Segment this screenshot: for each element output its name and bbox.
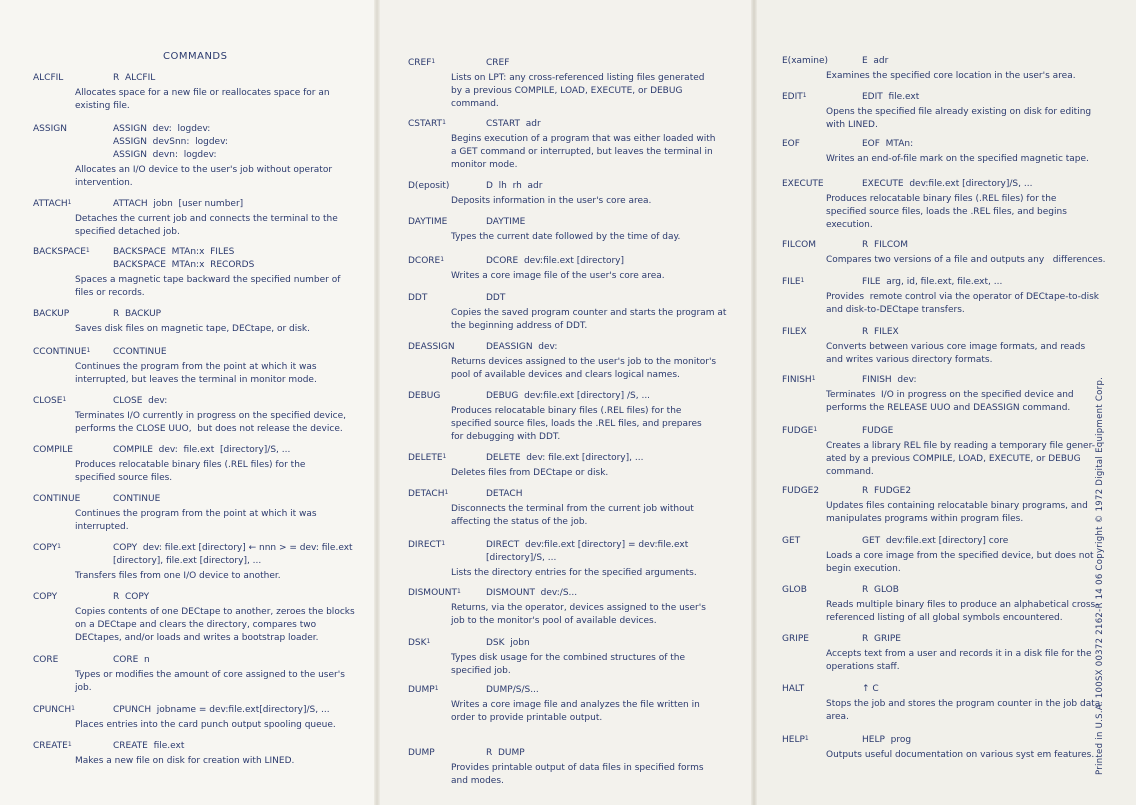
command-description: Converts between various core image formats, and reads and writes various directory formats. xyxy=(826,342,1086,365)
command-name: FUDGE2 xyxy=(782,486,820,496)
command-description: Writes a core image file of the user's core area. xyxy=(451,271,665,281)
footnote-marker: 1 xyxy=(800,277,805,284)
footnote-marker: 1 xyxy=(67,199,72,206)
footnote-marker: 1 xyxy=(57,543,61,550)
command-syntax: COPY dev: file.ext [directory] ← nnn > = dev: file.ext [directory], file.ext [directory], ... xyxy=(113,543,353,566)
command-description: Transfers files from one I/O device to another. xyxy=(75,571,281,581)
command-description: Produces relocatable binary files (.REL files) for the specified source files. xyxy=(75,460,306,483)
command-description: Produces relocatable binary files (.REL files) for the specified source files, loads the .REL files, and prepares for debugging with DDT. xyxy=(451,406,702,442)
command-name: EOF xyxy=(782,139,800,149)
command-syntax: R GLOB xyxy=(862,585,899,595)
footnote-marker: 1 xyxy=(71,705,75,712)
footnote-marker: 1 xyxy=(441,540,446,547)
command-syntax: E adr xyxy=(862,56,889,66)
command-name: ASSIGN xyxy=(33,124,67,134)
command-name: DEASSIGN xyxy=(408,342,455,352)
command-syntax: DSK jobn xyxy=(486,638,530,648)
command-description: Detaches the current job and connects the terminal to the specified detached job. xyxy=(75,214,338,237)
command-description: Reads multiple binary files to produce an alphabetical cross- referenced listing of all global symbols encountered. xyxy=(826,600,1099,623)
command-description: Begins execution of a program that was either loaded with a GET command or interrupted, but leaves the terminal in monitor mode. xyxy=(451,134,716,170)
command-name: E(xamine) xyxy=(782,56,829,66)
command-syntax: DISMOUNT dev:/S... xyxy=(486,588,578,598)
command-description: Writes an end-of-file mark on the specified magnetic tape. xyxy=(826,154,1089,164)
footnote-marker: 1 xyxy=(440,256,445,263)
command-syntax: DUMP/S/S... xyxy=(486,685,539,695)
command-name: DEBUG xyxy=(408,391,441,401)
command-description: Disconnects the terminal from the current job without affecting the status of the job. xyxy=(451,504,694,527)
footnote-marker: 1 xyxy=(442,119,446,126)
command-description: Deletes files from DECtape or disk. xyxy=(451,468,609,478)
footnote-marker: 1 xyxy=(67,741,72,748)
command-syntax: DCORE dev:file.ext [directory] xyxy=(486,256,625,266)
footnote-marker: 1 xyxy=(431,58,436,65)
command-syntax: FUDGE xyxy=(862,426,894,436)
commands-heading: COMMANDS xyxy=(163,51,228,62)
command-description: Continues the program from the point at which it was interrupted, but leaves the terminal in monitor mode. xyxy=(75,362,317,385)
command-description: Returns devices assigned to the user's job to the monitor's pool of available devices and clears logical names. xyxy=(451,357,717,380)
command-syntax: DAYTIME xyxy=(486,217,526,227)
command-syntax: DETACH xyxy=(486,489,523,499)
footnote-marker: 1 xyxy=(456,588,461,595)
command-description: Places entries into the card punch output spooling queue. xyxy=(75,720,336,730)
command-name: CREATE$^1$ xyxy=(33,741,72,751)
command-syntax: FILE arg, id, file.ext, file.ext, ... xyxy=(862,277,1003,287)
command-description: Continues the program from the point at which it was interrupted. xyxy=(75,509,317,532)
command-name: CPUNCH$^1$ xyxy=(33,705,75,715)
command-description: Lists the directory entries for the specified arguments. xyxy=(451,568,697,578)
command-name: FILEX xyxy=(782,327,807,337)
command-name: GET xyxy=(782,536,801,546)
command-description: Creates a library REL file by reading a temporary file gener- ated by a previous COMPILE, LOAD, EXECUTE, or DEBUG command. xyxy=(826,441,1095,477)
command-description: Examines the specified core location in the user's area. xyxy=(826,71,1076,81)
command-syntax: ↑ C xyxy=(862,684,879,694)
command-syntax: CONTINUE xyxy=(113,494,161,504)
command-description: Outputs useful documentation on various syst em features. xyxy=(826,750,1095,760)
command-syntax: BACKSPACE MTAn:x FILES BACKSPACE MTAn:x RECORDS xyxy=(113,247,255,270)
command-syntax: R FUDGE2 xyxy=(862,486,912,496)
command-description: Allocates an I/O device to the user's job without operator intervention. xyxy=(75,165,333,188)
command-syntax: R DUMP xyxy=(486,748,525,758)
command-syntax: COMPILE dev: file.ext [directory]/S, ... xyxy=(113,445,291,455)
command-name: CCONTINUE$^1$ xyxy=(33,347,91,357)
footnote-marker: 1 xyxy=(86,347,91,354)
command-syntax: CCONTINUE xyxy=(113,347,167,357)
command-syntax: EDIT file.ext xyxy=(862,92,920,102)
footnote-marker: 1 xyxy=(85,247,90,254)
command-syntax: DEASSIGN dev: xyxy=(486,342,558,352)
command-name: BACKUP xyxy=(33,309,70,319)
command-syntax: R COPY xyxy=(113,592,150,602)
command-name: EXECUTE xyxy=(782,179,824,189)
footnote-marker: 1 xyxy=(434,685,439,692)
command-name: BACKSPACE$^1$ xyxy=(33,247,90,257)
command-name: EDIT$^1$ xyxy=(782,92,807,102)
command-syntax: ASSIGN dev: logdev: ASSIGN devSnn: logdev: ASSIGN devn: logdev: xyxy=(113,124,228,160)
command-description: Types disk usage for the combined structures of the specified job. xyxy=(451,653,686,676)
command-description: Accepts text from a user and records it in a disk file for the operations staff. xyxy=(826,649,1092,672)
command-syntax: GET dev:file.ext [directory] core xyxy=(862,536,1009,546)
command-name: ALCFIL xyxy=(33,73,64,83)
command-syntax: D lh rh adr xyxy=(486,181,543,191)
command-name: COPY$^1$ xyxy=(33,543,61,553)
command-syntax: CORE n xyxy=(113,655,150,665)
command-description: Writes a core image file and analyzes the file written in order to provide printable output. xyxy=(451,700,700,723)
command-description: Copies the saved program counter and starts the program at the beginning address of DDT. xyxy=(451,308,727,331)
command-syntax: HELP prog xyxy=(862,735,912,745)
command-name: DAYTIME xyxy=(408,217,448,227)
command-syntax: CSTART adr xyxy=(486,119,541,129)
command-name: DIRECT$^1$ xyxy=(408,540,446,550)
command-name: DUMP xyxy=(408,748,435,758)
command-description: Provides remote control via the operator of DECtape-to-disk and disk-to-DECtape transfers. xyxy=(826,292,1100,315)
command-description: Updates files containing relocatable binary programs, and manipulates programs within program files. xyxy=(826,501,1088,524)
command-name: GLOB xyxy=(782,585,807,595)
command-syntax: DELETE dev: file.ext [directory], ... xyxy=(486,453,644,463)
page-fold xyxy=(374,0,380,805)
command-name: CSTART$^1$ xyxy=(408,119,446,129)
command-description: Provides printable output of data files in specified forms and modes. xyxy=(451,763,704,786)
command-name: D(eposit) xyxy=(408,181,450,191)
command-name: FILCOM xyxy=(782,240,816,250)
command-description: Deposits information in the user's core area. xyxy=(451,196,652,206)
command-name: DUMP$^1$ xyxy=(408,685,439,695)
command-syntax: EOF MTAn: xyxy=(862,139,914,149)
command-syntax: EXECUTE dev:file.ext [directory]/S, ... xyxy=(862,179,1033,189)
command-name: CORE xyxy=(33,655,59,665)
footnote-marker: 1 xyxy=(811,375,816,382)
command-description: Lists on LPT: any cross-referenced listing files generated by a previous COMPILE, LOAD, EXECUTE, or DEBUG command. xyxy=(451,73,705,109)
command-description: Produces relocatable binary files (.REL files) for the specified source files, loads the .REL files, and begins execution. xyxy=(826,194,1067,230)
footnote-marker: 1 xyxy=(802,92,807,99)
command-syntax: R FILEX xyxy=(862,327,899,337)
command-description: Terminates I/O in progress on the specified device and performs the RELEASE UUO and DEASSIGN command. xyxy=(826,390,1074,413)
command-description: Spaces a magnetic tape backward the specified number of files or records. xyxy=(75,275,341,298)
command-syntax: CPUNCH jobname = dev:file.ext[directory]/S, ... xyxy=(113,705,330,715)
command-syntax: FINISH dev: xyxy=(862,375,917,385)
command-description: Copies contents of one DECtape to another, zeroes the blocks on a DECtape and clears the directory, compares two DECtapes, and/or loads and writes a bootstrap loader. xyxy=(75,607,355,643)
command-syntax: ATTACH jobn [user number] xyxy=(113,199,244,209)
command-description: Allocates space for a new file or reallocates space for an existing file. xyxy=(75,88,330,111)
command-name: DISMOUNT$^1$ xyxy=(408,588,461,598)
command-description: Terminates I/O currently in progress on the specified device, performs the CLOSE UUO, but does not release the device. xyxy=(75,411,347,434)
command-name: CLOSE$^1$ xyxy=(33,396,67,406)
command-name: DSK$^1$ xyxy=(408,638,431,648)
command-syntax: DEBUG dev:file.ext [directory] /S, ... xyxy=(486,391,651,401)
command-syntax: R BACKUP xyxy=(113,309,162,319)
command-description: Returns, via the operator, devices assigned to the user's job to the monitor's pool of available devices. xyxy=(451,603,706,626)
footnote-marker: 1 xyxy=(813,426,818,433)
command-description: Stops the job and stores the program counter in the job data area. xyxy=(826,699,1101,722)
command-name: DCORE$^1$ xyxy=(408,256,445,266)
command-syntax: DIRECT dev:file.ext [directory] = dev:file.ext [directory]/S, ... xyxy=(486,540,689,563)
command-name: CREF$^1$ xyxy=(408,58,436,68)
command-name: COPY xyxy=(33,592,58,602)
command-syntax: R ALCFIL xyxy=(113,73,156,83)
footnote-marker: 1 xyxy=(442,453,447,460)
command-name: DELETE$^1$ xyxy=(408,453,447,463)
command-name: DETACH$^1$ xyxy=(408,489,449,499)
footnote-marker: 1 xyxy=(444,489,449,496)
command-name: FUDGE$^1$ xyxy=(782,426,818,436)
command-name: HALT xyxy=(782,684,805,694)
command-description: Makes a new file on disk for creation with LINED. xyxy=(75,756,295,766)
footnote-marker: 1 xyxy=(62,396,67,403)
command-name: HELP$^1$ xyxy=(782,735,809,745)
command-description: Types the current date followed by the time of day. xyxy=(451,232,681,242)
command-syntax: CREATE file.ext xyxy=(113,741,185,751)
command-name: FINISH$^1$ xyxy=(782,375,816,385)
command-description: Compares two versions of a file and outputs any differences. xyxy=(826,255,1106,265)
command-description: Opens the specified file already existing on disk for editing with LINED. xyxy=(826,107,1092,130)
command-name: DDT xyxy=(408,293,428,303)
command-description: Types or modifies the amount of core assigned to the user's job. xyxy=(75,670,345,693)
copyright-footer: Printed in U.S.A. 100SX 00372 2162-R 14 06 Copyright © 1972 Digital Equipment Corp. xyxy=(1095,376,1105,775)
command-name: GRIPE xyxy=(782,634,809,644)
command-syntax: R FILCOM xyxy=(862,240,908,250)
command-syntax: CLOSE dev: xyxy=(113,396,168,406)
command-name: CONTINUE xyxy=(33,494,81,504)
command-name: ATTACH$^1$ xyxy=(33,199,72,209)
footnote-marker: 1 xyxy=(804,735,809,742)
command-description: Saves disk files on magnetic tape, DECtape, or disk. xyxy=(75,324,310,334)
command-name: COMPILE xyxy=(33,445,73,455)
command-description: Loads a core image from the specified device, but does not begin execution. xyxy=(826,551,1094,574)
footnote-marker: 1 xyxy=(426,638,431,645)
command-name: FILE$^1$ xyxy=(782,277,805,287)
command-syntax: DDT xyxy=(486,293,506,303)
command-syntax: CREF xyxy=(486,58,510,68)
command-syntax: R GRIPE xyxy=(862,634,901,644)
page-fold xyxy=(751,0,757,805)
